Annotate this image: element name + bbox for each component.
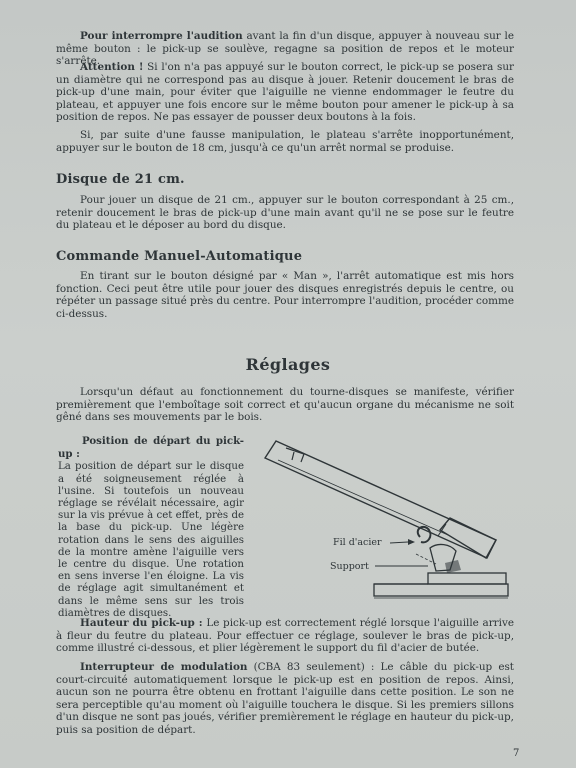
lead-interrompre: Pour interrompre l'audition [80,30,243,42]
paragraph-hauteur [56,617,514,655]
text-hauteur: Le pick-up est correctement réglé lorsque l'aiguille arrive à fleur du feutre du plateau. Pour effectuer ce réglage, soulever le bras de pick-up, comme illustré ci-dessous, et plier légèrement le support du fil d'acier de butée. [56,617,514,655]
paragraph-fausse-manipulation [56,129,514,154]
support-screw [445,560,461,573]
text-attention: Si l'on n'a pas appuyé sur le bouton correct, le pick-up se posera sur un diamètre qui ne correspond pas au disque à jouer. Retenir doucement le bras de pick-up d'une main, pour éviter que l'aiguille ne vienne endommager le feutre du plateau, et appuyer une fois encore sur le même bouton pour amener le pick-up à sa position de repos. Ne pas essayer de pousser deux boutons à la fois. [56,61,514,124]
arm-inner-line [278,460,448,535]
heading-reglages: Réglages [245,355,331,374]
heading-disque-21: Disque de 21 cm. [56,172,185,187]
paragraph-interrupteur [56,661,514,737]
label-fil-acier: Fil d'acier [333,537,382,548]
base-plate-bottom [374,584,508,596]
paragraph-disque-21 [56,194,514,232]
text-position-depart: La position de départ sur le disque a été soigneusement réglée à l'usine. Si toutefois un nouveau réglage se révélait nécessaire, agir sur la vis prévue à cet effet, près de la base du pick-up. Une légère rotation dans le sens des aiguilles de la montre amène l'aiguille vers le centre du disque. Une rotation en sens inverse l'en éloigne. La vis de réglage agit simultanément et dans le même sens sur les trois diamètres de disques. [58,461,244,619]
text-fausse-manipulation: Si, par suite d'une fausse manipulation, le plateau s'arrête inopportunément, appuyer sur le bouton de 18 cm, jusqu'à ce qu'un arrêt normal se produise. [56,129,514,154]
base-plate-top [428,573,506,584]
fil-leader-line [390,542,408,543]
fil-arrow [408,539,415,545]
text-commande: En tirant sur le bouton désigné par « Man », l'arrêt automatique est mis hors fonction. Ceci peut être utile pour jouer des disques enregistrés depuis le centre, ou répéter un passage situé près du centre. Pour interrompre l'audition, procéder comme ci-dessus. [56,270,514,320]
lead-attention: Attention ! [80,61,144,73]
text-reglages-intro: Lorsqu'un défaut au fonctionnement du tourne-disques se manifeste, vérifier premièrement que l'emboîtage soit correct et qu'aucun organe du mécanisme ne soit gêné dans ses mouvements par le bois. [56,386,514,424]
lead-position-depart: Position de départ du pick-up : [58,435,244,461]
pickup-arm-diagram [250,430,520,610]
lead-interrupteur: Interrupteur de modulation [80,661,248,673]
text-interrompre: avant la fin d'un disque, appuyer à nouveau sur le même bouton : le pick-up se soulève, regagne sa position de repos et le moteur s'arrête. [56,30,515,68]
paragraph-position-depart [58,435,244,620]
lead-hauteur: Hauteur du pick-up : [80,617,203,629]
paragraph-reglages-intro [56,386,514,424]
paragraph-commande [56,270,514,320]
heading-commande: Commande Manuel-Automatique [56,249,303,264]
paragraph-attention [56,61,514,124]
text-disque-21: Pour jouer un disque de 21 cm., appuyer sur le bouton correspondant à 25 cm., retenir doucement le bras de pick-up d'une main avant qu'il ne se pose sur le feutre du plateau et le déposer au bord du disque. [56,194,514,232]
text-interrupteur: (CBA 83 seulement) : Le câble du pick-up est court-circuité automatiquement lorsque le pick-up est en position de repos. Ainsi, aucun son ne pourra être obtenu en frottant l'aiguille dans cette position. Le son ne sera perceptible qu'au moment où l'aiguille touchera le disque. Si les premiers sillons d'un disque ne sont pas joués, vérifier premièrement le réglage en hauteur du pick-up, puis sa position de départ. [56,661,514,736]
arm-base-cap [440,518,496,558]
label-support: Support [330,561,369,572]
page-number: 7 [513,748,520,759]
